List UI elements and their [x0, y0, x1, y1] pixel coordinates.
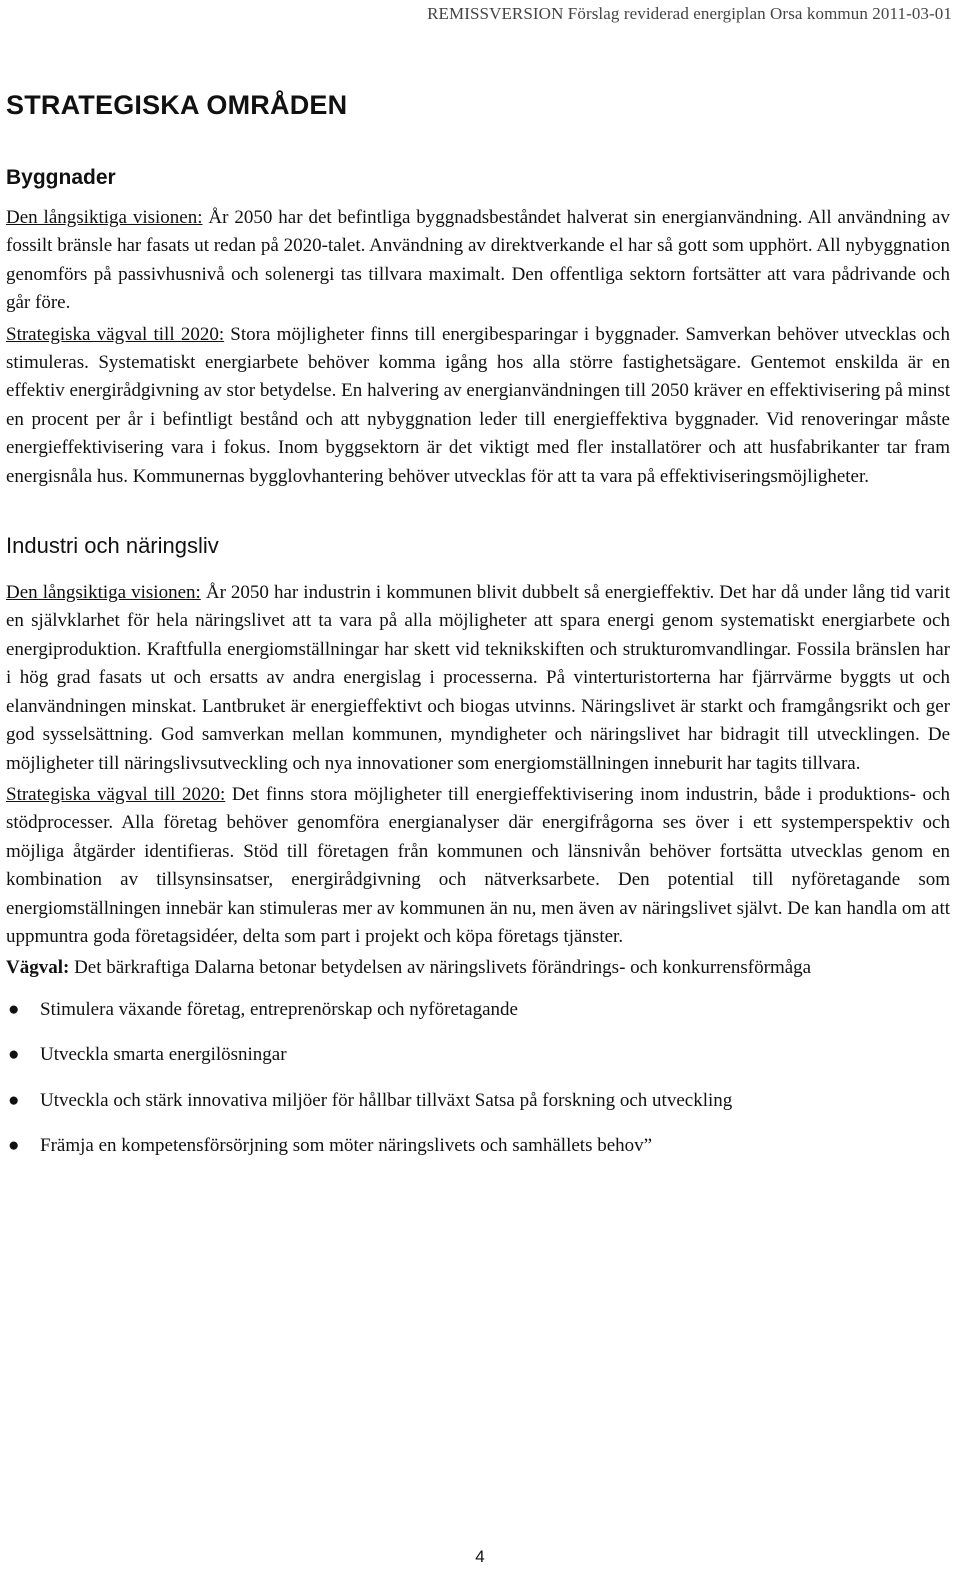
strategy-text: Det finns stora möjligheter till energieffektivisering inom industrin, både i produktions- och stödprocesser. Alla företag behöver genomföra energianalyser där energifrågorna ses över i ett systemperspektiv och möjliga åtgärder identifieras. Stöd till företagen från kommunen och länsnivån behöver fortsätta utvecklas genom en kombination av tillsynsinsatser, energirådgivning och nätverksarbete. Den potential till nyföretagande som energiomställningen innebär kan stimuleras mer av kommunen än nu, men även av näringslivet självt. De kan handla om att uppmuntra goda företagsidéer, delta som part i projekt och köpa företags tjänster. [6, 783, 950, 947]
vision-label: Den långsiktiga visionen: [6, 207, 203, 228]
choice-text: Det bärkraftiga Dalarna betonar betydelsen av näringslivets förändrings- och konkurrensförmåga [69, 957, 812, 979]
page-header: REMISSVERSION Förslag reviderad energiplan Orsa kommun 2011-03-01 [427, 4, 952, 23]
page-number: 4 [475, 1547, 485, 1566]
industry-choice-paragraph [6, 954, 950, 982]
choice-label: Vägval: [6, 957, 70, 979]
list-item-text: Stimulera växande företag, entreprenörskap och nyföretagande [40, 998, 518, 1020]
list-item-text: Främja en kompetensförsörjning som möter näringslivets och samhällets behov” [40, 1134, 653, 1156]
vision-text: År 2050 har det befintliga byggnadsbeståndet halverat sin energianvändning. All användning av fossilt bränsle har fasats ut redan på 2020-talet. Användning av direktverkande el har så gott som upphört. All nybyggnation genomförs på passivhusnivå och solenergi tas tillvara maximalt. Den offentliga sektorn fortsätter att vara pådrivande och går före. [6, 207, 950, 314]
vision-text: År 2050 har industrin i kommunen blivit dubbelt så energieffektiv. Det har då under lång tid varit en självklarhet för hela näringslivet att ta vara på alla möjligheter att spara energi genom systematiskt energiarbete och energiproduktion. Kraftfulla energiomställningar har skett vid teknikskiften och strukturomvandlingar. Fossila bränslen har i hög grad fasats ut och ersatts av andra energislag i processerna. På vinterturistorterna har fjärrvärme byggts ut och elanvändningen minskat. Lantbruket är energieffektivt och biogas utvinns. Näringslivet är starkt och framgångsrikt och ger god sysselsättning. God samverkan mellan kommunen, myndigheter och näringslivet har bidragit till utvecklingen. De möjligheter till näringslivsutveckling och nya innovationer som energiomställningen inneburit har tagits tillvara. [6, 582, 950, 774]
strategy-text: Stora möjligheter finns till energibesparingar i byggnader. Samverkan behöver utvecklas och stimuleras. Systematiskt energiarbete behöver komma igång hos alla större fastighetsägare. Gentemot enskilda är en effektiv energirådgivning av stor betydelse. En halvering av energianvändningen till 2050 kräver en effektivisering på minst en procent per år i befintligt bestånd och att nybyggnation leder till energieffektiva byggnader. Vid renoveringar måste energieffektivisering vara i fokus. Inom byggsektorn är det viktigt med fler installatörer och att husfabrikanter tar fram energisnåla hus. Kommunernas bygglovhantering behöver utvecklas för att ta vara på effektiviseringsmöjligheter. [6, 323, 950, 487]
list-item [6, 1087, 950, 1115]
bullet-list [6, 996, 950, 1161]
strategy-label: Strategiska vägval till 2020: [6, 783, 226, 805]
strategy-label: Strategiska vägval till 2020: [6, 323, 225, 345]
document-body [6, 90, 950, 1177]
list-item [6, 1132, 950, 1160]
bullet-icon: ● [8, 1134, 20, 1156]
list-item [6, 996, 950, 1024]
list-item-text: Utveckla smarta energilösningar [40, 1044, 287, 1066]
buildings-strategy-paragraph [6, 321, 950, 491]
page-title: STRATEGISKA OMRÅDEN [6, 90, 348, 120]
section-heading-buildings: Byggnader [6, 166, 116, 189]
vision-label: Den långsiktiga visionen: [6, 582, 201, 604]
industry-vision-paragraph [6, 579, 950, 778]
list-item-text: Utveckla och stärk innovativa miljöer för hållbar tillväxt Satsa på forskning och utveckling [40, 1089, 733, 1111]
bullet-icon: ● [8, 1089, 20, 1111]
bullet-icon: ● [8, 1044, 20, 1066]
section-heading-industry: Industri och näringsliv [6, 533, 219, 559]
bullet-icon: ● [8, 998, 20, 1020]
industry-strategy-paragraph [6, 781, 950, 951]
buildings-vision-paragraph [6, 204, 950, 318]
list-item [6, 1041, 950, 1069]
